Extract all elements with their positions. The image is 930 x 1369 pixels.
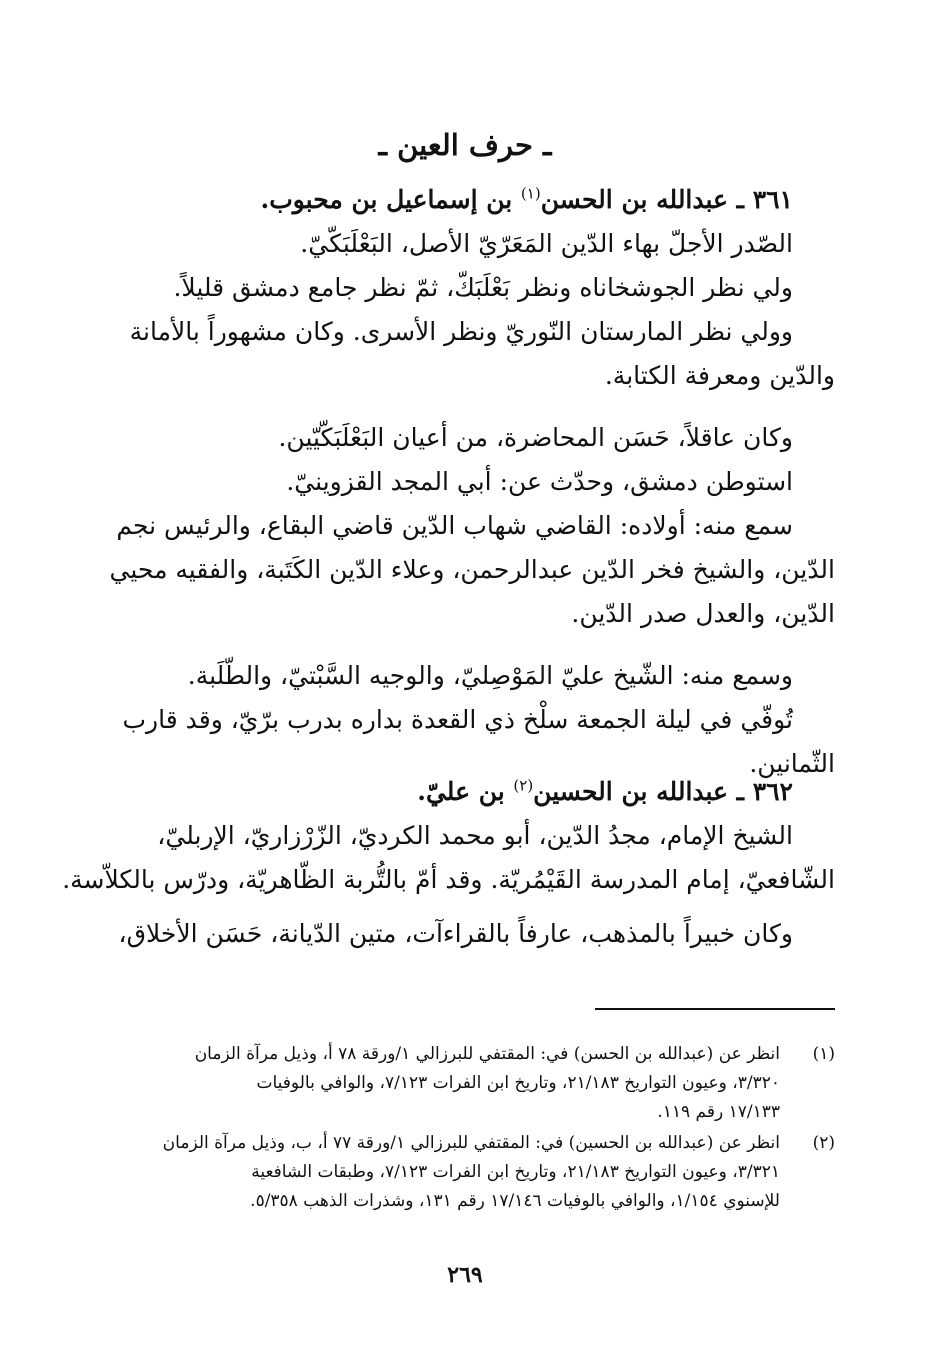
- footnote-line: للإسنوي ١/١٥٤، والوافي بالوفيات ١٧/١٤٦ رقم ١٣١، وشذرات الذهب ٥/٣٥٨.: [250, 1191, 780, 1211]
- text-line: سمع منه: أولاده: القاضي شهاب الدّين قاضي البقاع، والرئيس نجم: [116, 511, 793, 540]
- footnote-number: (١): [812, 1044, 835, 1064]
- entry-361-heading-rest: بن إسماعيل بن محبوب.: [260, 185, 521, 214]
- footnotes: [100, 1040, 835, 1218]
- text-line: والدّين ومعرفة الكتابة.: [604, 361, 835, 390]
- text-line: الثّمانين.: [749, 749, 835, 778]
- text-line: وسمع منه: الشّيخ عليّ المَوْصِليّ، والوجيه السَّبْتيّ، والطّلَبة.: [187, 661, 793, 690]
- entry-362-heading-rest: بن عليّ.: [417, 777, 514, 806]
- paragraph-gap: [100, 398, 835, 416]
- footnote-line: ٣/٣٢١، وعيون التواريخ ٢١/١٨٣، وتاريخ ابن الفرات ٧/١٢٣، وطبقات الشافعية: [251, 1162, 780, 1182]
- entry-361-heading: [100, 178, 835, 222]
- footnote-ref-2[interactable]: (٢): [513, 776, 534, 795]
- footnote-1: [100, 1040, 835, 1127]
- footnote-ref-1[interactable]: (١): [520, 184, 541, 203]
- entry-362-heading: [100, 770, 835, 814]
- footnote-2: [100, 1129, 835, 1216]
- text-line: وولي نظر المارستان النّوريّ ونظر الأسرى. وكان مشهوراً بالأمانة: [129, 317, 793, 346]
- page-number: ٢٦٩: [447, 1262, 483, 1288]
- paragraph-gap: [100, 636, 835, 654]
- text-line: وكان عاقلاً، حَسَن المحاضرة، من أعيان البَعْلَبَكّيّين.: [278, 423, 793, 452]
- paragraph-gap: [100, 902, 835, 912]
- text-line: تُوفّي في ليلة الجمعة سلْخ ذي القعدة بداره بدرب برّيّ، وقد قارب: [122, 705, 793, 734]
- text-line: الدّين، والعدل صدر الدّين.: [571, 599, 835, 628]
- entry-361: [100, 178, 835, 786]
- entry-361-heading-name: ٣٦١ ـ عبدالله بن الحسن: [540, 185, 793, 214]
- text-line: الشّافعيّ، إمام المدرسة القَيْمُريّة. وقد أمّ بالتُّربة الظّاهريّة، ودرّس بالكلاّسة.: [62, 865, 835, 894]
- footnote-line: انظر عن (عبدالله بن الحسن) في: المقتفي للبرزالي ١/ورقة ٧٨ أ، وذيل مرآة الزمان: [194, 1044, 780, 1064]
- entry-362: [62, 770, 835, 956]
- footnote-divider: [595, 1008, 835, 1010]
- footnote-line: انظر عن (عبدالله بن الحسين) في: المقتفي للبرزالي ١/ورقة ٧٧ أ، ب، وذيل مرآة الزمان: [162, 1133, 780, 1153]
- text-line: ولي نظر الجوشخاناه ونظر بَعْلَبَكّ، ثمّ نظر جامع دمشق قليلاً.: [173, 273, 793, 302]
- entry-362-heading-name: ٣٦٢ ـ عبدالله بن الحسين: [533, 777, 793, 806]
- footnote-line: ١٧/١٣٣ رقم ١١٩.: [657, 1102, 780, 1122]
- text-line: استوطن دمشق، وحدّث عن: أبي المجد القزوينيّ.: [286, 467, 793, 496]
- footnote-line: ٣/٣٢٠، وعيون التواريخ ٢١/١٨٣، وتاريخ ابن الفرات ٧/١٢٣، والوافي بالوفيات: [256, 1073, 780, 1093]
- text-line: الدّين، والشيخ فخر الدّين عبدالرحمن، وعلاء الدّين الكَتَبة، والفقيه محيي: [109, 555, 835, 584]
- text-line: وكان خبيراً بالمذهب، عارفاً بالقراءآت، متين الدّيانة، حَسَن الأخلاق،: [118, 919, 793, 948]
- section-title: ـ حرف العين ـ: [378, 128, 552, 162]
- footnote-number: (٢): [812, 1133, 835, 1153]
- text-line: الصّدر الأجلّ بهاء الدّين المَعَرّيّ الأصل، البَعْلَبَكّيّ.: [300, 229, 793, 258]
- text-line: الشيخ الإمام، مجدُ الدّين، أبو محمد الكرديّ، الزّرْزاريّ، الإربليّ،: [157, 821, 793, 850]
